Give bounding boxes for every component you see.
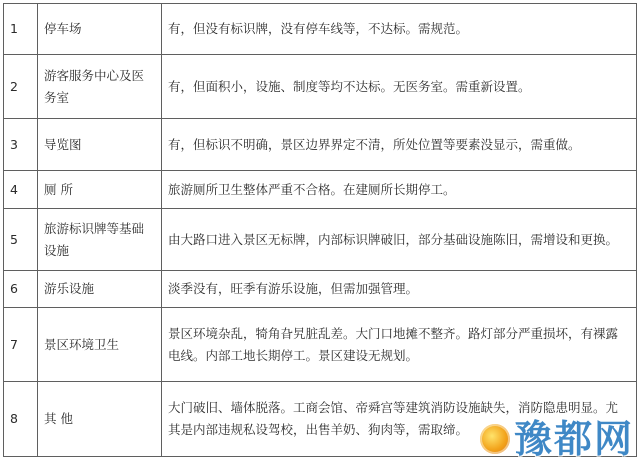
row-number: 5 [4,209,38,271]
row-item: 厕 所 [38,171,162,209]
table-row [4,171,637,209]
row-item: 旅游标识牌等基础设施 [38,209,162,271]
row-number: 4 [4,171,38,209]
table-row [4,119,637,171]
row-description: 大门破旧、墙体脱落。工商会馆、帝舜宫等建筑消防设施缺失，消防隐患明显。尤其是内部违规私设驾校，出售羊奶、狗肉等，需取缔。 [162,382,637,457]
table-row [4,4,637,55]
table-row [4,209,637,271]
row-description: 有，但标识不明确，景区边界界定不清，所处位置等要素没显示，需重做。 [162,119,637,171]
row-description: 旅游厕所卫生整体严重不合格。在建厕所长期停工。 [162,171,637,209]
row-number: 6 [4,271,38,308]
watermark-text: 豫都网 [513,416,634,461]
row-description: 由大路口进入景区无标牌，内部标识牌破旧，部分基础设施陈旧，需增设和更换。 [162,209,637,271]
row-item: 导览图 [38,119,162,171]
table-row [4,382,637,457]
row-item: 停车场 [38,4,162,55]
table-row [4,55,637,119]
table-row [4,271,637,308]
row-number: 2 [4,55,38,119]
row-description: 景区环境杂乱，犄角旮旯脏乱差。大门口地摊不整齐。路灯部分严重损坏，有裸露电线。内部工地长期停工。景区建设无规划。 [162,308,637,382]
row-item: 其 他 [38,382,162,457]
row-item: 景区环境卫生 [38,308,162,382]
row-description: 淡季没有，旺季有游乐设施，但需加强管理。 [162,271,637,308]
row-description: 有，但面积小，设施、制度等均不达标。无医务室。需重新设置。 [162,55,637,119]
row-item: 游乐设施 [38,271,162,308]
row-number: 8 [4,382,38,457]
row-description: 有，但没有标识牌，没有停车线等，不达标。需规范。 [162,4,637,55]
table-row [4,308,637,382]
row-number: 7 [4,308,38,382]
row-item: 游客服务中心及医务室 [38,55,162,119]
row-number: 3 [4,119,38,171]
row-number: 1 [4,4,38,55]
inspection-table [3,3,637,461]
